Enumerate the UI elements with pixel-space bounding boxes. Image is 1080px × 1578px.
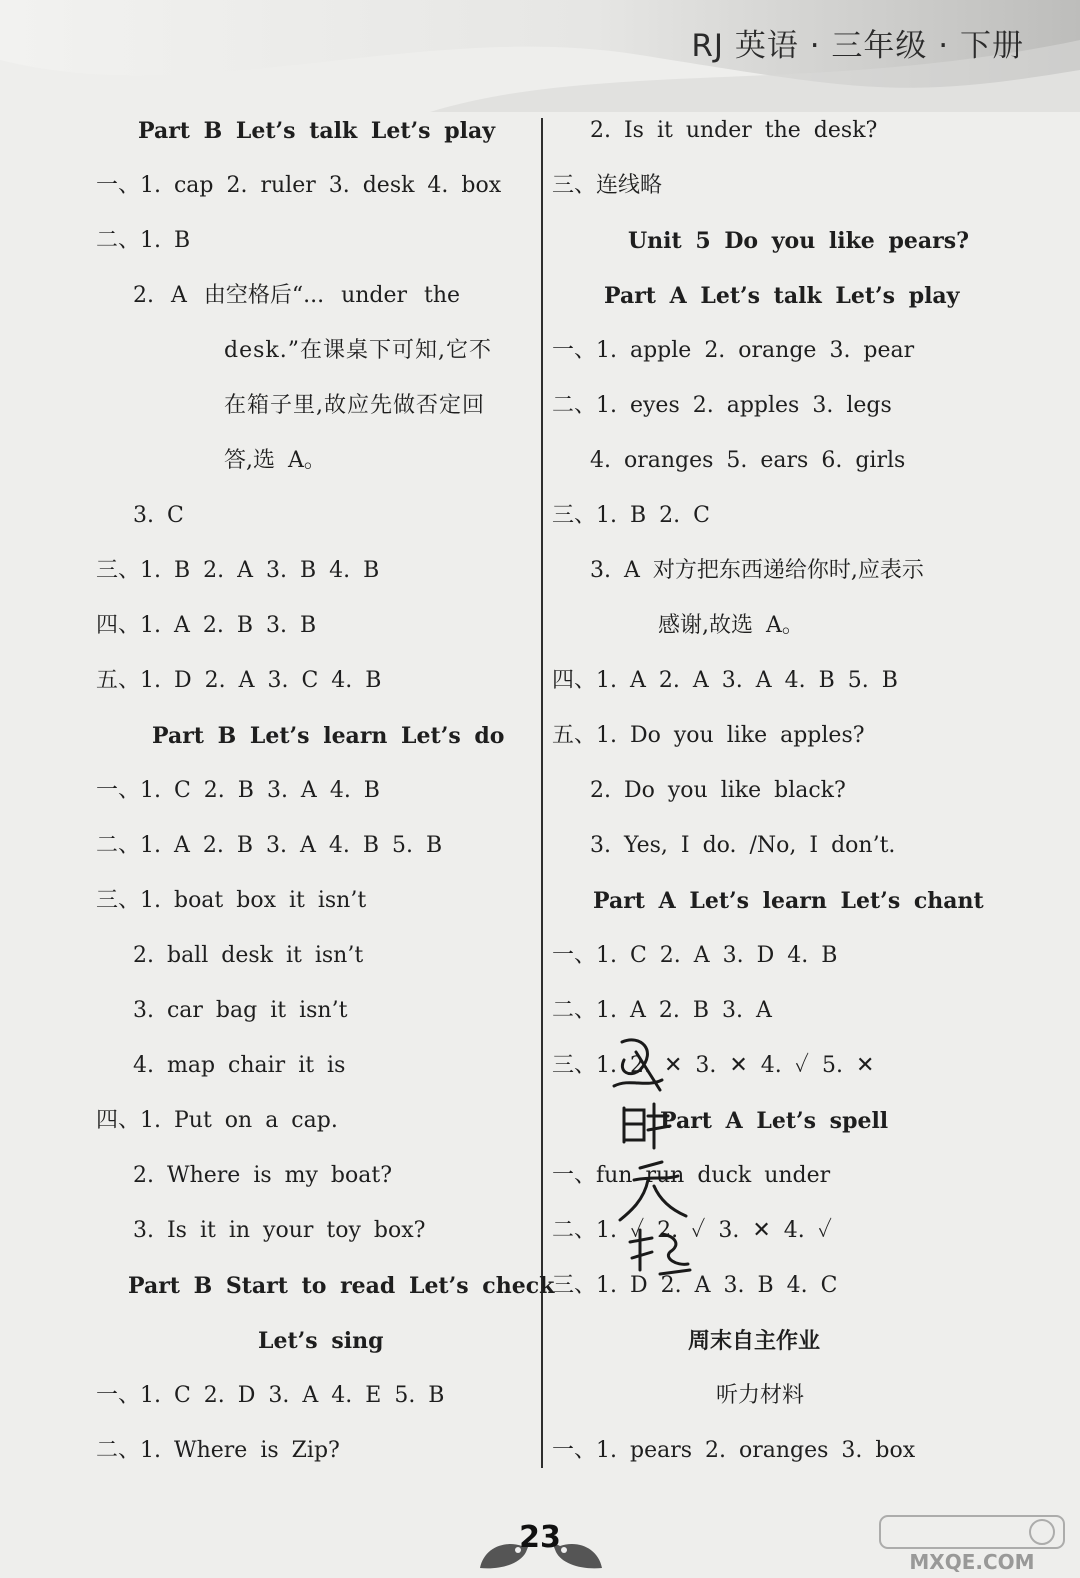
- answer-line: 一、1. cap 2. ruler 3. desk 4. box: [96, 173, 502, 198]
- unit-heading: Unit 5 Do you like pears?: [628, 228, 969, 254]
- answer-line: 2. Do you like black?: [590, 778, 846, 803]
- section-heading: Part A Let’s learn Let’s chant: [593, 888, 984, 914]
- answer-line: 四、1. A 2. A 3. A 4. B 5. B: [552, 668, 898, 693]
- answer-line: 二、1. A 2. B 3. A: [552, 998, 772, 1023]
- answer-line: 4. oranges 5. ears 6. girls: [590, 448, 906, 473]
- answer-line: 二、1. B: [96, 228, 191, 253]
- section-heading: Part B Start to read Let’s check: [128, 1273, 555, 1299]
- answer-line: 五、1. D 2. A 3. C 4. B: [96, 668, 382, 693]
- answer-line: 答,选 A。: [224, 448, 326, 473]
- answer-line: 3. C: [133, 503, 184, 528]
- answer-line: 3. Yes, I do. /No, I don’t.: [590, 833, 896, 858]
- answer-line: 一、1. apple 2. orange 3. pear: [552, 338, 915, 363]
- answer-line: 一、1. C 2. D 3. A 4. E 5. B: [96, 1383, 445, 1408]
- page-number: 23: [519, 1520, 561, 1555]
- answer-line: 二、1. Where is Zip?: [96, 1438, 340, 1463]
- section-heading: Let’s sing: [258, 1328, 384, 1354]
- answer-line: 感谢,故选 A。: [658, 613, 804, 638]
- answer-line: 2. A 由空格后“... under the: [133, 283, 461, 308]
- book-title: RJ 英语 · 三年级 · 下册: [691, 28, 1024, 64]
- answer-line: 二、1. eyes 2. apples 3. legs: [552, 393, 892, 418]
- watermark-emblem-icon: [872, 1512, 1072, 1552]
- section-heading: Part B Let’s learn Let’s do: [152, 723, 505, 749]
- answer-line: 四、1. A 2. B 3. B: [96, 613, 317, 638]
- answer-line: 2. Is it under the desk?: [590, 118, 878, 143]
- answer-line: 四、1. Put on a cap.: [96, 1108, 338, 1133]
- answer-line: 二、1. ✓ 2. ✓ 3. ✕ 4. ✓: [552, 1218, 832, 1243]
- answer-line: 一、fun run duck under: [552, 1163, 831, 1188]
- section-heading: Part A Let’s talk Let’s play: [604, 283, 960, 309]
- watermark-logo: [872, 1512, 1072, 1574]
- answer-line: 4. map chair it is: [133, 1053, 346, 1078]
- answer-line: 3. car bag it isn’t: [133, 998, 348, 1023]
- answer-line: 2. Where is my boat?: [133, 1163, 392, 1188]
- answer-line: 3. A 对方把东西递给你时,应表示: [590, 558, 924, 583]
- answer-line: 三、1. boat box it isn’t: [96, 888, 367, 913]
- section-heading: 周末自主作业: [688, 1328, 821, 1354]
- answer-line: 一、1. pears 2. oranges 3. box: [552, 1438, 916, 1463]
- answer-line: 3. Is it in your toy box?: [133, 1218, 426, 1243]
- answer-line: 在箱子里,故应先做否定回: [224, 393, 485, 418]
- handwritten-scribble-icon: [600, 1030, 710, 1290]
- section-heading: Part A Let’s spell: [660, 1108, 889, 1134]
- answer-line: 三、1. B 2. C: [552, 503, 710, 528]
- answer-line: 三、1. B 2. A 3. B 4. B: [96, 558, 380, 583]
- section-heading: Part B Let’s talk Let’s play: [138, 118, 495, 144]
- answer-line: 一、1. C 2. A 3. D 4. B: [552, 943, 838, 968]
- answer-line: 三、1. D 2. A 3. B 4. C: [552, 1273, 838, 1298]
- answer-line: 三、1. 2. ✕ 3. ✕ 4. ✓ 5. ✕: [552, 1053, 875, 1078]
- answer-line: 一、1. C 2. B 3. A 4. B: [96, 778, 380, 803]
- answer-line: 三、连线略: [552, 173, 663, 198]
- answer-line: 2. ball desk it isn’t: [133, 943, 364, 968]
- section-heading: 听力材料: [716, 1383, 805, 1408]
- column-divider: [541, 118, 543, 1468]
- answer-line: 五、1. Do you like apples?: [552, 723, 865, 748]
- header-band: [0, 0, 1080, 112]
- answer-line: desk.”在课桌下可知,它不: [224, 338, 492, 363]
- answer-line: 二、1. A 2. B 3. A 4. B 5. B: [96, 833, 443, 858]
- watermark-text: MXQE.COM: [909, 1550, 1035, 1574]
